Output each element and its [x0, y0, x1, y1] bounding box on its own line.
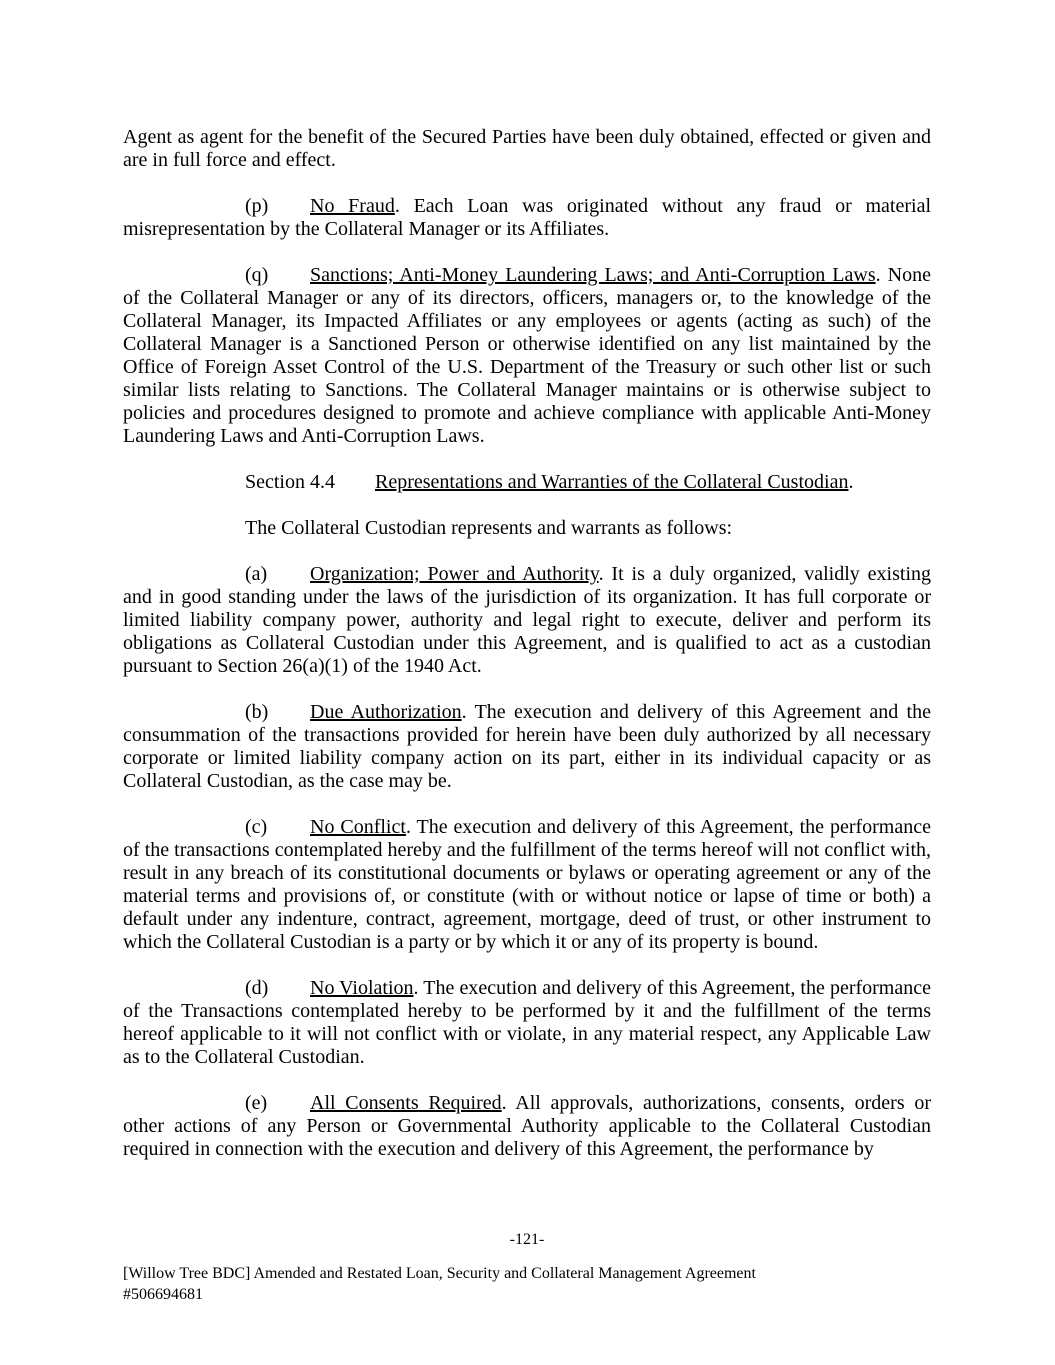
clause-marker: (a)	[245, 563, 268, 585]
clause-text: . The execution and delivery of this Agreement, the performance of the Transactions contemplated hereby to be performed by it and the fulfillment of the terms hereof applicable to it will not conflict with or violate, in any material respect, any Applicable Law as to the Collateral Custodian.	[123, 977, 931, 1068]
paragraph-text: Agent as agent for the benefit of the Secured Parties have been duly obtained, effected or given and are in full force and effect.	[123, 126, 931, 171]
page-number: -121-	[509, 1231, 545, 1248]
section-number: Section 4.4	[245, 471, 335, 493]
clause-a	[123, 563, 931, 678]
clause-marker: (e)	[245, 1092, 268, 1114]
clause-marker: (q)	[245, 264, 269, 286]
section-4-4-heading	[123, 471, 931, 494]
intro-line	[123, 517, 931, 540]
clause-heading: No Fraud	[310, 195, 395, 217]
clause-q	[123, 264, 931, 448]
clause-e	[123, 1092, 931, 1161]
clause-b	[123, 701, 931, 793]
document-body	[123, 126, 931, 1161]
clause-p	[123, 195, 931, 241]
clause-heading: All Consents Required	[310, 1092, 502, 1114]
clause-heading: No Conflict	[310, 816, 406, 838]
clause-marker: (c)	[245, 816, 268, 838]
clause-text: . The execution and delivery of this Agreement and the consummation of the transactions provided for herein have been duly authorized by all necessary corporate or limited liability company action on its part, either in its individual capacity or as Collateral Custodian, as the case may be.	[123, 701, 931, 792]
paragraph-continuation	[123, 126, 931, 172]
document-footer	[123, 1263, 931, 1305]
clause-marker: (b)	[245, 701, 269, 723]
clause-text: . None of the Collateral Manager or any of its directors, officers, managers or, to the knowledge of the Collateral Manager, its Impacted Affiliates or any employees or agents (acting as such) of the Collateral Manager is a Sanctioned Person or otherwise identified on any list maintained by the Office of Foreign Asset Control of the U.S. Department of the Treasury or such other list or such similar lists relating to Sanctions. The Collateral Manager maintains or is otherwise subject to policies and procedures designed to promote and achieve compliance with applicable Anti-Money Laundering Laws and Anti-Corruption Laws.	[123, 264, 931, 447]
clause-text: . Each Loan was originated without any fraud or material misrepresentation by the Collateral Manager or its Affiliates.	[123, 195, 931, 240]
clause-marker: (d)	[245, 977, 269, 999]
clause-heading: Organization; Power and Authority	[310, 563, 599, 585]
clause-d	[123, 977, 931, 1069]
clause-heading: Sanctions; Anti-Money Laundering Laws; and Anti-Corruption Laws	[310, 264, 876, 286]
section-title-period: .	[848, 471, 854, 493]
footer-agreement-title: [Willow Tree BDC] Amended and Restated Loan, Security and Collateral Management Agreement	[123, 1265, 756, 1282]
clause-heading: Due Authorization	[310, 701, 462, 723]
clause-text: . The execution and delivery of this Agreement, the performance of the transactions contemplated hereby and the fulfillment of the terms hereof will not conflict with, result in any breach of its constitutional documents or bylaws or operating agreement or any of the material terms and provisions of, or constitute (with or without notice or lapse of time or both) a default under any indenture, contract, agreement, mortgage, deed of trust, or other instrument to which the Collateral Custodian is a party or by which it or any of its property is bound.	[123, 816, 931, 953]
clause-marker: (p)	[245, 195, 269, 217]
clause-text: . All approvals, authorizations, consents, orders or other actions of any Person or Governmental Authority applicable to the Collateral Custodian required in connection with the execution and delivery of this Agreement, the performance by	[123, 1092, 931, 1160]
section-title: Representations and Warranties of the Collateral Custodian	[375, 471, 849, 493]
clause-heading: No Violation	[310, 977, 414, 999]
clause-c	[123, 816, 931, 954]
clause-text: . It is a duly organized, validly existing and in good standing under the laws of the jurisdiction of its organization. It has full corporate or limited liability company power, authority and legal right to execute, deliver and perform its obligations as Collateral Custodian under this Agreement, and is qualified to act as a custodian pursuant to Section 26(a)(1) of the 1940 Act.	[123, 563, 931, 677]
footer-document-id: #506694681	[123, 1286, 203, 1303]
paragraph-text: The Collateral Custodian represents and warrants as follows:	[245, 517, 733, 539]
